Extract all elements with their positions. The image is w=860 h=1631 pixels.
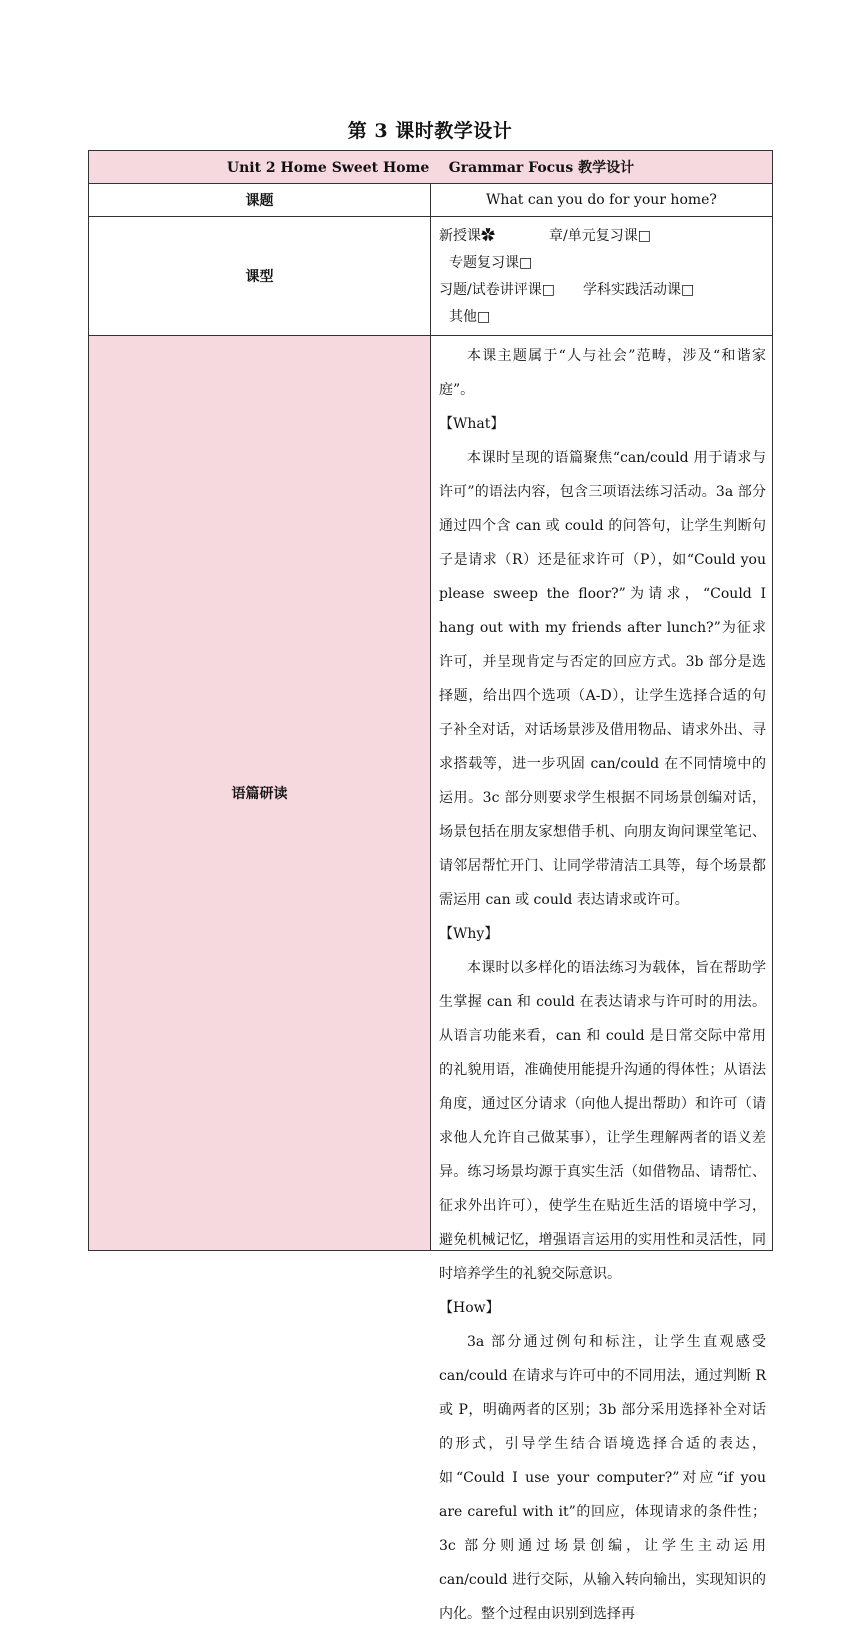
- type-label: 课型: [89, 217, 431, 336]
- type-options-line-2: [439, 277, 764, 331]
- reading-intro: 本课主题属于“人与社会”范畴，涉及“和谐家庭”。: [439, 348, 766, 398]
- how-text: 3a 部分通过例句和标注，让学生直观感受 can/could 在请求与许可中的不同用法，通过判断 R 或 P，明确两者的区别；3b 部分采用选择补全对话的形式，引导学生结合语境选择合适的表达，如“Could I use your computer?”对应“if you are careful with it”的回应，体现请求的条件性；3c 部分则通过场景创编，让学生主动运用 can/could 进行交际，从输入转向输出，实现知识的内化。整个过程由识别到选择再: [439, 1334, 766, 1622]
- topic-value: What can you do for your home?: [431, 184, 773, 217]
- type-option-practice-activity[interactable]: 学科实践活动课□: [582, 282, 695, 298]
- type-option-other[interactable]: 其他□: [449, 309, 491, 325]
- lesson-design-table: [88, 150, 773, 1622]
- why-heading: 【Why】: [439, 926, 499, 942]
- how-heading: 【How】: [439, 1300, 500, 1316]
- reading-content: [431, 336, 773, 1622]
- type-option-new-lesson[interactable]: 新授课✿: [439, 228, 495, 244]
- table-header: Unit 2 Home Sweet Home Grammar Focus 教学设计: [89, 151, 773, 184]
- type-option-unit-review[interactable]: 章/单元复习课□: [549, 228, 651, 244]
- type-option-topic-review[interactable]: 专题复习课□: [449, 255, 533, 271]
- type-options-line-1: [439, 223, 764, 277]
- what-heading: 【What】: [439, 416, 505, 432]
- topic-label: 课题: [89, 184, 431, 217]
- page-title: 第 3 课时教学设计: [347, 120, 513, 142]
- type-options: [431, 217, 773, 336]
- why-text: 本课时以多样化的语法练习为载体，旨在帮助学生掌握 can 和 could 在表达请求与许可时的用法。从语言功能来看，can 和 could 是日常交际中常用的礼貌用语，准确使用能提升沟通的得体性；从语法角度，通过区分请求（向他人提出帮助）和许可（请求他人允许自己做某事），让学生理解两者的语义差异。练习场景均源于真实生活（如借物品、请帮忙、征求外出许可），使学生在贴近生活的语境中学习，避免机械记忆，增强语言运用的实用性和灵活性，同时培养学生的礼貌交际意识。: [439, 960, 766, 1282]
- reading-label: 语篇研读: [89, 336, 431, 1251]
- type-option-exercise-review[interactable]: 习题/试卷讲评课□: [439, 282, 555, 298]
- what-text: 本课时呈现的语篇聚焦“can/could 用于请求与许可”的语法内容，包含三项语法练习活动。3a 部分通过四个含 can 或 could 的问答句，让学生判断句子是请求（R）还是征求许可（P），如“Could you please sweep the floor?”为请求，“Could I hang out with my friends after lunch?”为征求许可，并呈现肯定与否定的回应方式。3b 部分是选择题，给出四个选项（A-D），让学生选择合适的句子补全对话，对话场景涉及借用物品、请求外出、寻求搭载等，进一步巩固 can/could 在不同情境中的运用。3c 部分则要求学生根据不同场景创编对话，场景包括在朋友家想借手机、向朋友询问课堂笔记、请邻居帮忙开门、让同学带清洁工具等，每个场景都需运用 can 或 could 表达请求或许可。: [439, 450, 766, 908]
